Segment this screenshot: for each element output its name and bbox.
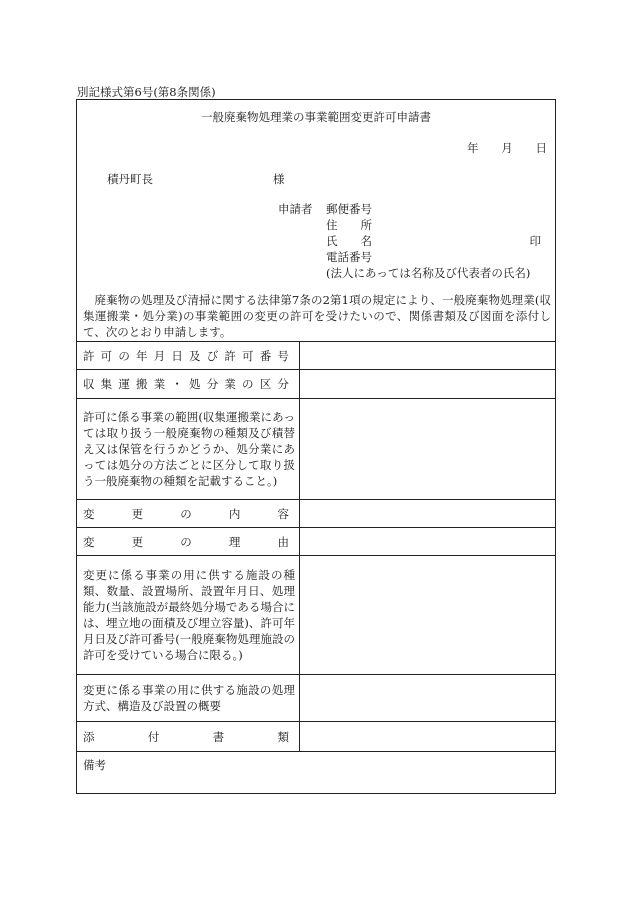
phone-label: 電話番号 bbox=[326, 250, 372, 264]
row-label-business-scope: 許可に係る事業の範囲(収集運搬業にあっては取り扱う一般廃棄物の種類及び積替え又は保管を行うかどうか、処分業にあっては処分の方法ごとに区分して取り扱う一般廃棄物の種類を記載すること。) bbox=[83, 410, 295, 488]
applicant-fields bbox=[326, 201, 530, 281]
field-business-scope[interactable] bbox=[300, 399, 556, 500]
row-label-change-reason: 変 更 の 理 由 bbox=[83, 534, 289, 549]
row-label-business-type: 収 集 運 搬 業 ・ 処 分 業 の 区 分 bbox=[83, 377, 289, 391]
form-number: 別記様式第6号(第8条関係) bbox=[77, 85, 216, 99]
application-statement: 廃棄物の処理及び清掃に関する法律第7条の2第1項の規定により、一般廃棄物処理業(収集運搬業・処分業)の事業範囲の変更の許可を受けたいので、関係書類及び図面を添付して、次のとおり申請します。 bbox=[83, 293, 551, 339]
table-row bbox=[77, 722, 555, 752]
date-month-label: 月 bbox=[501, 141, 513, 155]
row-label-permit-date-number: 許 可 の 年 月 日 及 び 許 可 番 号 bbox=[83, 348, 289, 363]
field-business-type[interactable] bbox=[300, 370, 556, 399]
address-label: 住 所 bbox=[326, 218, 372, 232]
date-day-label: 日 bbox=[535, 141, 547, 155]
row-label-attachments: 添 付 書 類 bbox=[83, 729, 289, 744]
row-label-change-content: 変 更 の 内 容 bbox=[83, 506, 289, 521]
table-row bbox=[77, 399, 555, 500]
row-label-facility-details: 変更に係る事業の用に供する施設の種類、数量、設置場所、設置年月日、処理能力(当該施設が最終処分場である場合には、埋立地の面積及び埋立容量)、許可年月日及び許可番号(一般廃棄物処理施設の許可を受けている場合に限る。) bbox=[83, 568, 295, 662]
addressee-name: 積丹町長 bbox=[107, 172, 153, 186]
table-row bbox=[77, 556, 555, 675]
form-title: 一般廃棄物処理業の事業範囲変更許可申請書 bbox=[201, 110, 431, 124]
application-form bbox=[76, 99, 556, 794]
field-attachments[interactable] bbox=[300, 722, 556, 752]
field-change-content[interactable] bbox=[300, 500, 556, 528]
remarks-field[interactable] bbox=[77, 752, 555, 795]
table-row bbox=[77, 370, 555, 399]
table-row bbox=[77, 500, 555, 528]
corporate-note: (法人にあっては名称及び代表者の氏名) bbox=[326, 266, 531, 280]
remarks-label: 備考 bbox=[83, 758, 106, 772]
table-row bbox=[77, 675, 555, 722]
field-change-reason[interactable] bbox=[300, 528, 556, 556]
applicant-label: 申請者 bbox=[278, 202, 313, 216]
field-permit-date-number[interactable] bbox=[300, 342, 556, 370]
table-row bbox=[77, 342, 555, 370]
seal-mark: 印 bbox=[529, 234, 541, 248]
row-label-facility-method: 変更に係る事業の用に供する施設の処理方式、構造及び設置の概要 bbox=[83, 683, 295, 713]
postal-code-label: 郵便番号 bbox=[326, 202, 372, 216]
date-line bbox=[467, 140, 547, 156]
addressee-honorific: 様 bbox=[273, 172, 285, 186]
application-table bbox=[77, 341, 555, 795]
field-facility-details[interactable] bbox=[300, 556, 556, 675]
field-facility-method[interactable] bbox=[300, 675, 556, 722]
table-row bbox=[77, 752, 555, 795]
date-year-label: 年 bbox=[467, 141, 479, 155]
name-label: 氏 名 bbox=[326, 234, 372, 248]
table-row bbox=[77, 528, 555, 556]
